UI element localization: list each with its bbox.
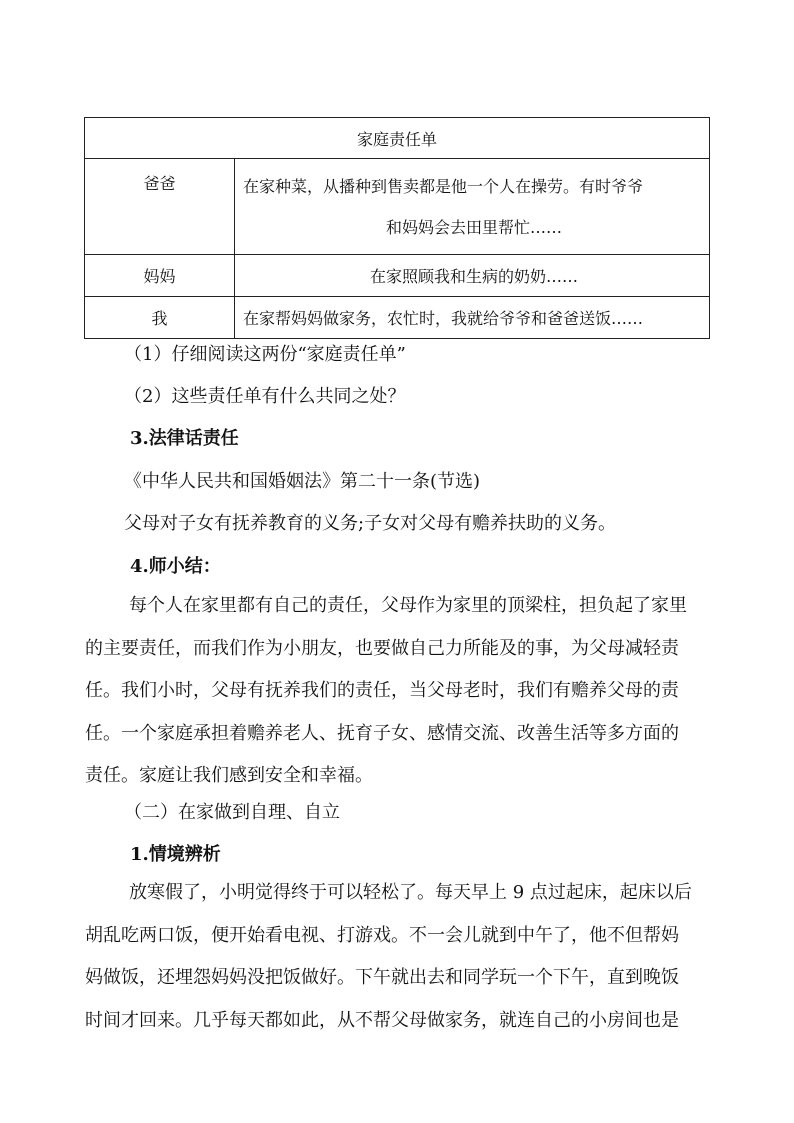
section-4-heading: 4.师小结： bbox=[130, 556, 221, 577]
law-text: 父母对子女有抚养教育的义务;子女对父母有赡养扶助的义务。 bbox=[124, 513, 617, 534]
law-title: 《中华人民共和国婚姻法》第二十一条(节选) bbox=[124, 471, 481, 492]
summary-line: 每个人在家里都有自己的责任，父母作为家里的顶梁柱，担负起了家里 bbox=[129, 595, 687, 616]
scenario-line: 胡乱吃两口饭，便开始看电视、打游戏。不一会儿就到中午了，他不但帮妈 bbox=[85, 924, 679, 946]
summary-line: 任。我们小时，父母有抚养我们的责任，当父母老时，我们有赡养父母的责 bbox=[85, 680, 679, 701]
question-1: （1）仔细阅读这两份“家庭责任单” bbox=[124, 344, 406, 365]
table-title-row bbox=[85, 118, 710, 159]
family-responsibility-table bbox=[84, 117, 710, 339]
row-name-me: 我 bbox=[85, 297, 235, 339]
summary-line: 任。一个家庭承担着赡养老人、抚育子女、感情交流、改善生活等多方面的 bbox=[85, 722, 679, 744]
scenario-line: 妈做饭，还埋怨妈妈没把饭做好。下午就出去和同学玩一个下午，直到晚饭 bbox=[85, 967, 679, 988]
part-2-heading: （二）在家做到自理、自立 bbox=[124, 802, 340, 823]
scenario-line: 放寒假了，小明觉得终于可以轻松了。每天早上 9 点过起床，起床以后 bbox=[129, 882, 692, 903]
row-name-dad: 爸爸 bbox=[85, 159, 235, 255]
row-desc-dad-line2: 和妈妈会去田里帮忙…… bbox=[385, 217, 562, 237]
part-2-subheading: 1.情境辨析 bbox=[130, 844, 221, 865]
table-row bbox=[85, 297, 710, 339]
scenario-line: 时间才回来。几乎每天都如此，从不帮父母做家务，就连自己的小房间也是 bbox=[85, 1009, 679, 1031]
row-desc-me: 在家帮妈妈做家务，农忙时，我就给爷爷和爸爸送饭…… bbox=[235, 297, 710, 339]
row-desc-dad bbox=[235, 159, 710, 255]
summary-line: 的主要责任，而我们作为小朋友，也要做自己力所能及的事，为父母减轻责 bbox=[85, 637, 679, 659]
table-title: 家庭责任单 bbox=[85, 118, 710, 159]
summary-paragraph bbox=[85, 585, 709, 798]
row-desc-mom: 在家照顾我和生病的奶奶…… bbox=[235, 255, 710, 297]
scenario-paragraph bbox=[85, 872, 709, 1042]
table-row bbox=[85, 159, 710, 255]
table-row bbox=[85, 255, 710, 297]
question-2: （2）这些责任单有什么共同之处？ bbox=[124, 386, 406, 407]
section-3-heading: 3.法律话责任 bbox=[130, 428, 239, 449]
row-desc-dad-line1: 在家种菜，从播种到售卖都是他一个人在操劳。有时爷爷 bbox=[243, 176, 644, 196]
row-name-mom: 妈妈 bbox=[85, 255, 235, 297]
summary-line: 责任。家庭让我们感到安全和幸福。 bbox=[85, 765, 373, 786]
